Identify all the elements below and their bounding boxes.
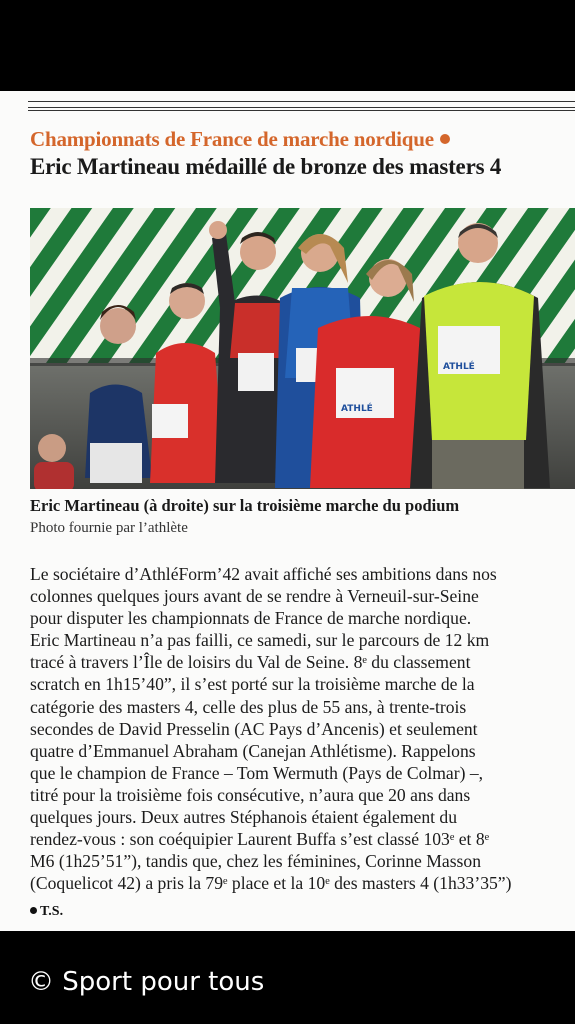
top-rule (28, 107, 575, 108)
top-rule (28, 110, 575, 111)
body-line: titré pour la troisième fois consécutive, n’aura que 20 ans dans (30, 784, 471, 805)
body-line: catégorie des masters 4, celle des plus de 55 ans, à trente-trois (30, 696, 467, 717)
body-line: (Coquelicot 42) a pris la 79ᵉ place et la 10ᵉ des masters 4 (1h33’35”) (30, 873, 512, 894)
kicker-dot-icon (440, 134, 450, 144)
body-line: Eric Martineau n’a pas failli, ce samedi, sur le parcours de 12 km (30, 630, 490, 651)
body-line: Le sociétaire d’AthléForm’42 avait affiché ses ambitions dans nos (30, 564, 497, 584)
author-signature: T.S. (30, 904, 63, 920)
podium-photo (30, 208, 575, 489)
body-line: quatre d’Emmanuel Abraham (Canejan Athlétisme). Rappelons (30, 740, 476, 761)
body-line: scratch en 1h15’40”, il s’est porté sur la troisième marche de la (30, 674, 475, 695)
article-headline: Eric Martineau médaillé de bronze des masters 4 (30, 154, 502, 179)
body-line: que le champion de France – Tom Wermuth (Pays de Colmar) –, (30, 762, 484, 783)
watermark: © Sport pour tous (28, 967, 265, 997)
body-line: quelques jours. Deux autres Stéphanois étaient également du (30, 807, 458, 828)
podium-photo-illustration (30, 208, 575, 489)
newspaper-clipping (0, 91, 575, 931)
body-line: pour disputer les championnats de France de marche nordique. (30, 608, 472, 629)
top-rule (28, 101, 575, 102)
bib-label: ATHLÉ (341, 404, 373, 414)
body-line: colonnes quelques jours avant de se rendre à Verneuil-sur-Seine (30, 586, 479, 607)
article-body (30, 563, 575, 894)
photo-credit: Photo fournie par l’athlète (30, 520, 188, 536)
body-line: tracé à travers l’Île de loisirs du Val de Seine. 8ᵉ du classement (30, 652, 471, 673)
bib-label: ATHLÉ (443, 362, 475, 372)
body-line: M6 (1h25’51”), tandis que, chez les féminines, Corinne Masson (30, 851, 481, 872)
photo-caption: Eric Martineau (à droite) sur la troisième marche du podium (30, 496, 460, 515)
article-kicker: Championnats de France de marche nordique (30, 127, 450, 152)
signature-dot-icon (30, 907, 37, 914)
body-line: rendez-vous : son coéquipier Laurent Buffa s’est classé 103ᵉ et 8ᵉ (30, 829, 490, 850)
body-line: secondes de David Presselin (AC Pays d’Ancenis) et seulement (30, 718, 478, 739)
